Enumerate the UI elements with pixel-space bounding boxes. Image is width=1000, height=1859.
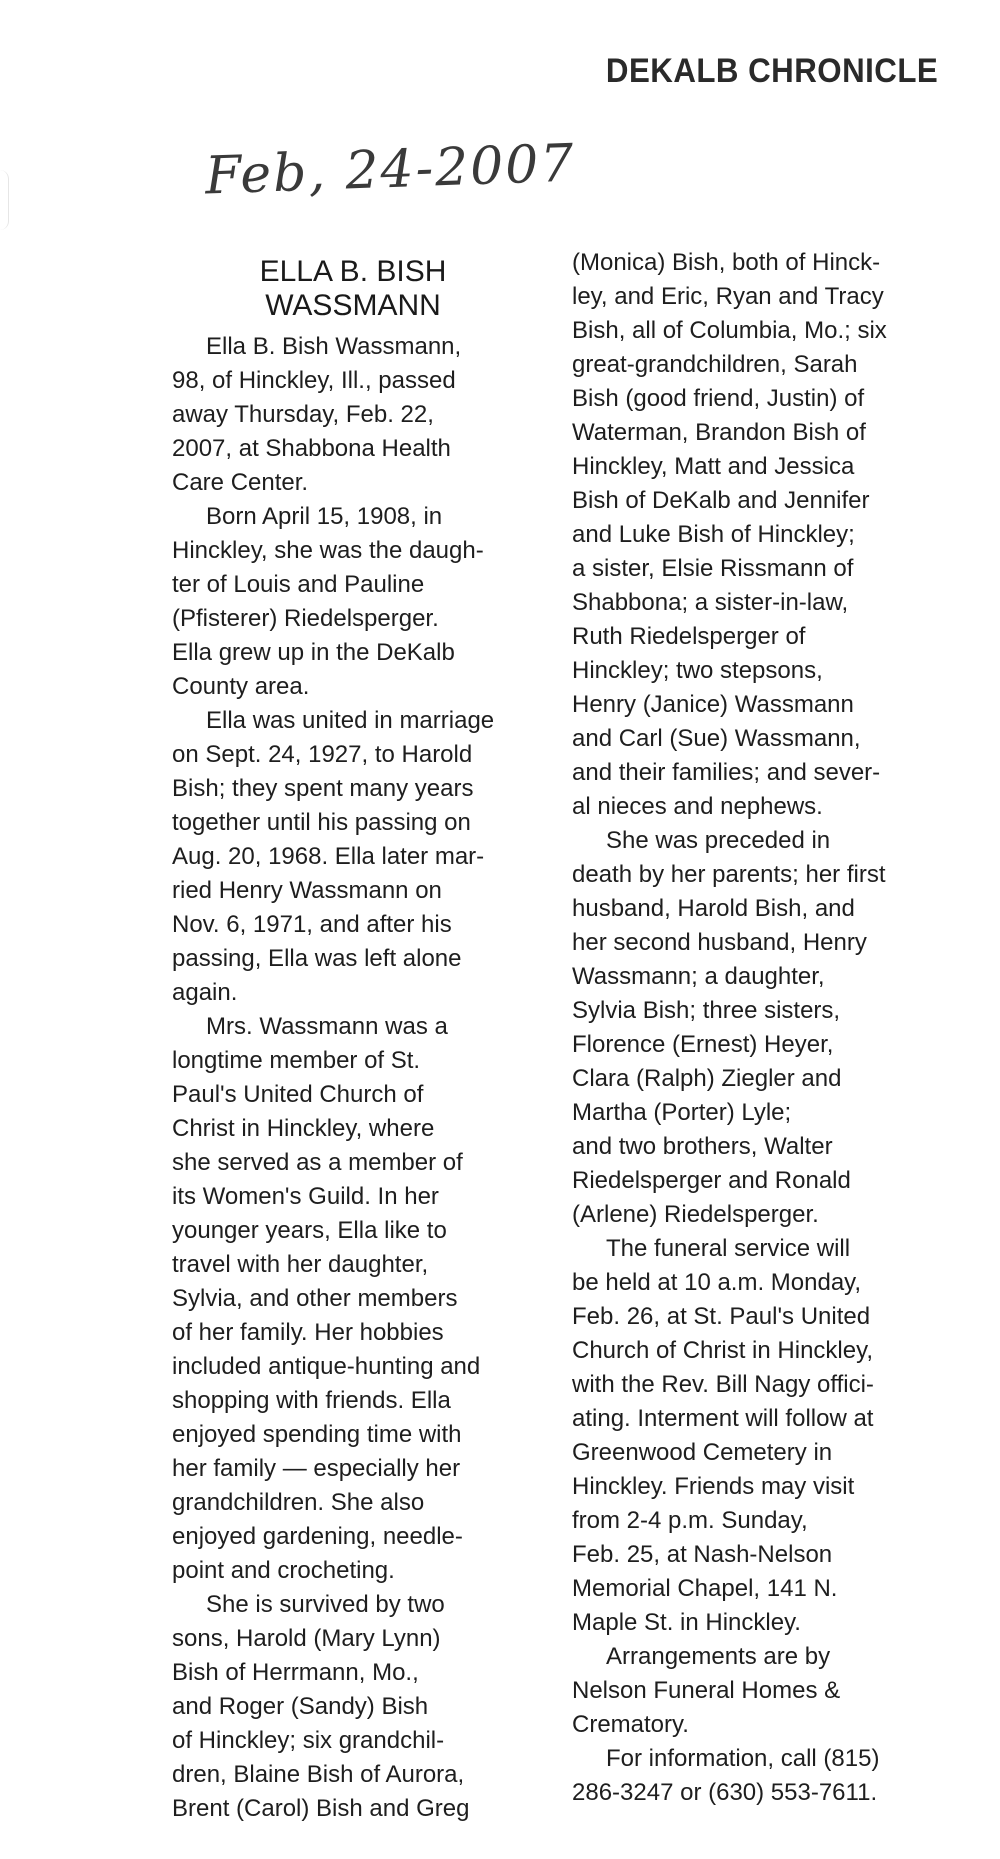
text-line: from 2-4 p.m. Sunday,	[572, 1507, 808, 1534]
text-line: The funeral service will	[606, 1235, 851, 1262]
text-line: grandchildren. She also	[172, 1489, 425, 1516]
text-line: Born April 15, 1908, in	[206, 503, 443, 530]
text-line: of her family. Her hobbies	[172, 1319, 444, 1346]
text-line: younger years, Ella like to	[172, 1217, 447, 1244]
text-line: she served as a member of	[172, 1149, 463, 1176]
text-line: Hinckley, Matt and Jessica	[572, 453, 855, 480]
text-line: longtime member of St.	[172, 1047, 421, 1074]
text-line: 98, of Hinckley, Ill., passed	[172, 367, 456, 394]
text-line: Nelson Funeral Homes &	[572, 1677, 841, 1704]
page-edge-mark	[0, 170, 9, 230]
text-line: her second husband, Henry	[572, 929, 867, 956]
text-line: and Luke Bish of Hinckley;	[572, 521, 855, 548]
handwritten-date: Feb, 24-2007	[204, 133, 577, 207]
text-line: Wassmann; a daughter,	[572, 963, 825, 990]
text-line: Bish, all of Columbia, Mo.; six	[572, 317, 887, 344]
text-line: be held at 10 a.m. Monday,	[572, 1269, 862, 1296]
right-column	[572, 246, 952, 1810]
text-line: Nov. 6, 1971, and after his	[172, 911, 452, 938]
text-line: passing, Ella was left alone	[172, 945, 462, 972]
text-line: Hinckley, she was the daugh-	[172, 537, 484, 564]
text-line: Bish of DeKalb and Jennifer	[572, 487, 870, 514]
text-line: Memorial Chapel, 141 N.	[572, 1575, 838, 1602]
text-line: together until his passing on	[172, 809, 471, 836]
text-line: Christ in Hinckley, where	[172, 1115, 435, 1142]
obituary-headline	[168, 255, 538, 323]
headline-line-2: WASSMANN	[265, 289, 441, 322]
text-line: Mrs. Wassmann was a	[206, 1013, 448, 1040]
text-line: shopping with friends. Ella	[172, 1387, 451, 1414]
text-line: al nieces and nephews.	[572, 793, 823, 820]
text-line: Bish; they spent many years	[172, 775, 474, 802]
text-line: great-grandchildren, Sarah	[572, 351, 858, 378]
text-line: with the Rev. Bill Nagy offici-	[572, 1371, 874, 1398]
text-line: County area.	[172, 673, 310, 700]
text-line: again.	[172, 979, 238, 1006]
text-line: dren, Blaine Bish of Aurora,	[172, 1761, 465, 1788]
text-line: 2007, at Shabbona Health	[172, 435, 451, 462]
text-line: and Carl (Sue) Wassmann,	[572, 725, 861, 752]
text-line: Florence (Ernest) Heyer,	[572, 1031, 834, 1058]
text-line: Ella B. Bish Wassmann,	[206, 333, 462, 360]
text-line: Maple St. in Hinckley.	[572, 1609, 801, 1636]
text-line: Church of Christ in Hinckley,	[572, 1337, 873, 1364]
text-line: Sylvia, and other members	[172, 1285, 458, 1312]
text-line: Hinckley; two stepsons,	[572, 657, 823, 684]
text-line: on Sept. 24, 1927, to Harold	[172, 741, 473, 768]
text-line: Crematory.	[572, 1711, 689, 1738]
text-line: travel with her daughter,	[172, 1251, 429, 1278]
text-line: sons, Harold (Mary Lynn)	[172, 1625, 441, 1652]
text-line: 286-3247 or (630) 553-7611.	[572, 1779, 878, 1806]
text-line: enjoyed gardening, needle-	[172, 1523, 463, 1550]
text-line: and their families; and sever-	[572, 759, 881, 786]
text-line: She is survived by two	[206, 1591, 445, 1618]
text-line: Ruth Riedelsperger of	[572, 623, 806, 650]
headline-line-1: ELLA B. BISH	[259, 255, 447, 288]
text-line: (Pfisterer) Riedelsperger.	[172, 605, 439, 632]
text-line: (Arlene) Riedelsperger.	[572, 1201, 819, 1228]
text-line: and two brothers, Walter	[572, 1133, 833, 1160]
text-line: Bish (good friend, Justin) of	[572, 385, 865, 412]
text-line: Care Center.	[172, 469, 309, 496]
text-line: Waterman, Brandon Bish of	[572, 419, 866, 446]
text-line: away Thursday, Feb. 22,	[172, 401, 434, 428]
text-line: Sylvia Bish; three sisters,	[572, 997, 841, 1024]
left-column	[172, 330, 542, 1826]
text-line: her family — especially her	[172, 1455, 461, 1482]
text-line: husband, Harold Bish, and	[572, 895, 855, 922]
text-line: ating. Interment will follow at	[572, 1405, 874, 1432]
newspaper-masthead: DEKALB CHRONICLE	[605, 52, 938, 90]
text-line: Shabbona; a sister-in-law,	[572, 589, 849, 616]
text-line: death by her parents; her first	[572, 861, 886, 888]
text-line: Feb. 26, at St. Paul's United	[572, 1303, 871, 1330]
text-line: Hinckley. Friends may visit	[572, 1473, 855, 1500]
text-line: and Roger (Sandy) Bish	[172, 1693, 429, 1720]
text-line: (Monica) Bish, both of Hinck-	[572, 249, 881, 276]
text-line: For information, call (815)	[606, 1745, 880, 1772]
text-line: Greenwood Cemetery in	[572, 1439, 833, 1466]
text-line: of Hinckley; six grandchil-	[172, 1727, 445, 1754]
text-line: Clara (Ralph) Ziegler and	[572, 1065, 842, 1092]
text-line: ter of Louis and Pauline	[172, 571, 425, 598]
text-line: Paul's United Church of	[172, 1081, 424, 1108]
text-line: She was preceded in	[606, 827, 831, 854]
text-line: Martha (Porter) Lyle;	[572, 1099, 792, 1126]
text-line: included antique-hunting and	[172, 1353, 481, 1380]
text-line: its Women's Guild. In her	[172, 1183, 439, 1210]
text-line: Feb. 25, at Nash-Nelson	[572, 1541, 833, 1568]
text-line: a sister, Elsie Rissmann of	[572, 555, 854, 582]
text-line: Brent (Carol) Bish and Greg	[172, 1795, 470, 1822]
text-line: ley, and Eric, Ryan and Tracy	[572, 283, 884, 310]
text-line: Arrangements are by	[606, 1643, 831, 1670]
text-line: ried Henry Wassmann on	[172, 877, 442, 904]
text-line: enjoyed spending time with	[172, 1421, 462, 1448]
text-line: point and crocheting.	[172, 1557, 395, 1584]
text-line: Bish of Herrmann, Mo.,	[172, 1659, 419, 1686]
text-line: Henry (Janice) Wassmann	[572, 691, 854, 718]
text-line: Riedelsperger and Ronald	[572, 1167, 851, 1194]
text-line: Ella grew up in the DeKalb	[172, 639, 455, 666]
text-line: Aug. 20, 1968. Ella later mar-	[172, 843, 485, 870]
text-line: Ella was united in marriage	[206, 707, 495, 734]
